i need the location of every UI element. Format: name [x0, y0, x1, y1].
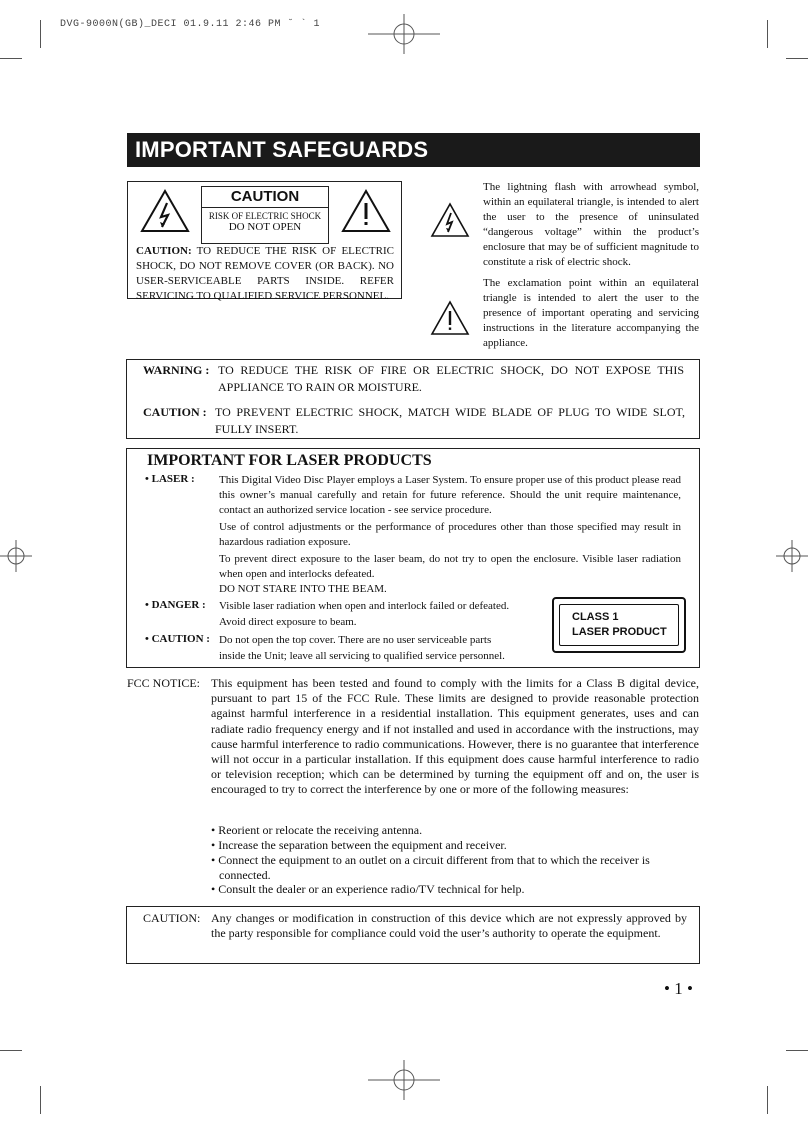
lightning-symbol-icon — [430, 202, 470, 238]
class-line-1: CLASS 1 — [572, 611, 619, 623]
registration-mark-left — [0, 536, 32, 576]
crop-mark-bottom-right — [767, 1086, 768, 1114]
fcc-label: FCC NOTICE: — [127, 676, 201, 690]
danger-line-2: Avoid direct exposure to beam. — [219, 616, 357, 628]
page-title: IMPORTANT SAFEGUARDS — [127, 133, 700, 167]
plug-caution-text: TO PREVENT ELECTRIC SHOCK, MATCH WIDE BLADE OF PLUG TO WIDE SLOT, FULLY INSERT. — [215, 405, 685, 436]
danger-label: • DANGER : — [145, 599, 206, 611]
do-not-open-line: DO NOT OPEN — [228, 221, 302, 233]
fcc-bullet-4: • Consult the dealer or an experience radio/TV technical for help. — [211, 882, 525, 896]
cover-caution-line-1: Do not open the top cover. There are no user serviceable parts — [219, 634, 492, 646]
crop-mark-top-left — [40, 20, 41, 48]
fcc-bullet-3: • Connect the equipment to an outlet on a circuit different from that to which the receiver is connected. — [211, 853, 650, 883]
fcc-bullet-2: • Increase the separation between the equipment and receiver. — [211, 838, 507, 852]
plug-caution-label: CAUTION : — [143, 405, 207, 419]
registration-mark-top — [368, 14, 440, 54]
cover-caution-label: • CAUTION : — [145, 633, 210, 645]
crop-mark-top-left-h — [0, 58, 22, 59]
laser-paragraph-1: This Digital Video Disc Player employs a Laser System. To ensure proper use of this product please read this owner’s manual carefully and retain for future reference. Should the unit require maintenance, contact an authorized service location - see service procedure. — [219, 474, 681, 516]
crop-mark-bottom-left — [40, 1086, 41, 1114]
registration-mark-right — [776, 536, 808, 576]
laser-paragraph-3: To prevent direct exposure to the laser beam, do not try to open the enclosure. Visible laser radiation when open and interlocks defeated. — [219, 553, 681, 580]
risk-line: RISK OF ELECTRIC SHOCK — [208, 211, 322, 221]
laser-section-title: IMPORTANT FOR LASER PRODUCTS — [147, 452, 432, 469]
class1-laser-label — [552, 597, 686, 653]
crop-mark-bottom-right-h — [786, 1050, 808, 1051]
danger-line-1: Visible laser radiation when open and interlock failed or defeated. — [219, 600, 510, 612]
exclamation-warning-icon — [341, 189, 391, 233]
caution-note — [136, 244, 394, 304]
registration-mark-bottom — [368, 1060, 440, 1100]
laser-paragraph-2: Use of control adjustments or the performance of procedures other than those specified may result in hazardous radiation exposure. — [219, 521, 681, 548]
exclamation-symbol-icon — [430, 300, 470, 336]
class1-laser-label-inner — [559, 604, 679, 646]
modification-caution-label: CAUTION: — [143, 911, 201, 925]
lightning-symbol-text: The lightning flash with arrowhead symbol, within an equilateral triangle, is intended to alert the user to the presence of uninsulated “dangerous voltage” within the product’s enclosure that may be of sufficient magnitude to constitute a risk of electric shock. — [483, 181, 699, 268]
caution-inner-label — [201, 186, 329, 244]
fcc-bullet-1: • Reorient or relocate the receiving antenna. — [211, 823, 423, 837]
caution-note-prefix: CAUTION: — [136, 245, 192, 257]
fcc-text: This equipment has been tested and found to comply with the limits for a Class B digital device, pursuant to part 15 of the FCC Rule. These limits are designed to provide reasonable protection against harmful interference in a residential installation. This equipment generates, uses and can radiate radio frequency energy and if not installed and used in accordance with the instructions, may cause harmful interference to radio communications. However, there is no guarantee that interference will not occur in a particular installation. If this equipment does cause harmful interference to radio or television reception; which can be determined by turning the equipment off and on, the user is encouraged to try to correct the interference by one or more of the following measures: — [211, 676, 699, 797]
laser-label: • LASER : — [145, 473, 195, 485]
cover-caution-line-2: inside the Unit; leave all servicing to qualified service personnel. — [219, 650, 505, 662]
crop-mark-top-right-h — [786, 58, 808, 59]
class-line-2: LASER PRODUCT — [572, 626, 667, 638]
print-header: DVG-9000N(GB)_DECI 01.9.11 2:46 PM ˘ ` 1 — [60, 19, 321, 30]
crop-mark-top-right — [767, 20, 768, 48]
exclamation-symbol-text: The exclamation point within an equilateral triangle is intended to alert the user to the presence of important operating and servicing instructions in the literature accompanying the appliance. — [483, 277, 699, 349]
modification-caution-text: Any changes or modification in construction of this device which are not expressly approved by the party responsible for compliance could void the user’s authority to operate the equipment. — [211, 911, 687, 941]
warning-box — [126, 359, 700, 439]
laser-paragraph-4: DO NOT STARE INTO THE BEAM. — [219, 583, 387, 595]
caution-heading: CAUTION — [202, 187, 328, 208]
modification-caution-box — [126, 906, 700, 964]
caution-label-box — [127, 181, 402, 302]
warning-label: WARNING : — [143, 363, 210, 377]
crop-mark-bottom-left-h — [0, 1050, 22, 1051]
warning-text: TO REDUCE THE RISK OF FIRE OR ELECTRIC SHOCK, DO NOT EXPOSE THIS APPLIANCE TO RAIN OR MOISTURE. — [218, 363, 684, 394]
caution-note-text: TO REDUCE THE RISK OF ELECTRIC SHOCK, DO NOT REMOVE COVER (OR BACK). NO USER-SERVICEABLE PARTS INSIDE. REFER SERVICING TO QUALIFIED SERVICE PERSONNEL. — [136, 245, 394, 302]
lightning-warning-icon — [140, 189, 190, 233]
page-number: • 1 • — [664, 979, 693, 998]
